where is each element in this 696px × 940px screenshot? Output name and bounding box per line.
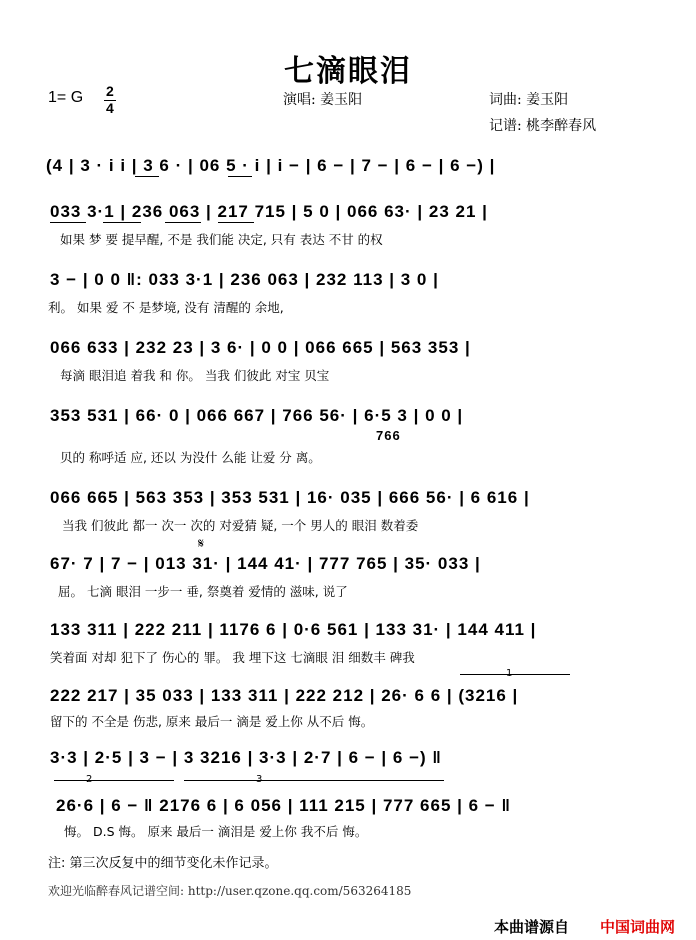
score-line-3: 3 − | 0 0 ‖: 033 3·1 | 236 063 | 232 113 | 3 0 | bbox=[50, 270, 439, 289]
welcome-link[interactable]: 欢迎光临醉春风记谱空间: http://user.qzone.qq.com/563264185 bbox=[48, 884, 412, 898]
score-line-1: (4 | 3 · i i | 3 6 · | 06 5 · i | i − | 6 − | 7 − | 6 − | 6 −) | bbox=[46, 156, 496, 175]
score-line-6: 066 665 | 563 353 | 353 531 | 16· 035 | 666 56· | 6 616 | bbox=[50, 488, 530, 507]
score-line-5: 353 531 | 66· 0 | 066 667 | 766 56· | 6·5 3 | 0 0 | bbox=[50, 406, 464, 425]
footnote: 注: 第三次反复中的细节变化未作记录。 bbox=[48, 856, 278, 871]
score-line-10: 3·3 | 2·5 | 3 − | 3 3216 | 3·3 | 2·7 | 6 − | 6 −) ‖ bbox=[50, 748, 442, 767]
lyrics-line-3: 利。 如果 爱 不 是梦境, 没有 清醒的 余地, bbox=[48, 300, 284, 315]
score-line-11: 26·6 | 6 − ‖ 2176 6 | 6 056 | 111 215 | 777 665 | 6 − ‖ bbox=[56, 796, 511, 815]
time-sig-top: 2 bbox=[106, 83, 114, 99]
composer-credit: 词曲: 姜玉阳 bbox=[489, 92, 569, 108]
score-line-8: 133 311 | 222 211 | 1176 6 | 0·6 561 | 133 31· | 144 411 | bbox=[50, 620, 537, 639]
segno-sign: 𝄋 bbox=[198, 536, 205, 552]
lyrics-line-2: 如果 梦 要 提早醒, 不是 我们能 决定, 只有 表达 不甘 的权 bbox=[60, 232, 383, 247]
transcriber-credit: 记谱: 桃李醉春风 bbox=[489, 118, 597, 134]
key-signature: 1= G bbox=[48, 89, 84, 106]
score-line-2: 033 3·1 | 236 063 | 217 715 | 5 0 | 066 63· | 23 21 | bbox=[50, 202, 488, 221]
score-line-4: 066 633 | 232 23 | 3 6· | 0 0 | 066 665 | 563 353 | bbox=[50, 338, 471, 357]
lyrics-line-6: 当我 们彼此 都一 次一 次的 对爱猜 疑, 一个 男人的 眼泪 数着委 bbox=[62, 518, 419, 533]
lyrics-line-5: 贝的 称呼适 应, 还以 为没什 么能 让爱 分 离。 bbox=[60, 450, 321, 465]
lyrics-line-7: 屈。 七滴 眼泪 一步一 垂, 祭奠着 爱情的 滋味, 说了 bbox=[58, 584, 348, 599]
page-title: 七滴眼泪 bbox=[284, 54, 412, 89]
source-label: 本曲谱源自 bbox=[494, 918, 570, 936]
score-line-9: 222 217 | 35 033 | 133 311 | 222 212 | 26· 6 6 | (3216 | bbox=[50, 686, 519, 705]
alternate-notes: 766 bbox=[376, 428, 401, 443]
lyrics-line-8: 笑着面 对却 犯下了 伤心的 罪。 我 埋下这 七滴眼 泪 细数丰 碑我 bbox=[50, 650, 415, 665]
score-line-7: 67· 7 | 7 − | 013 31· | 144 41· | 777 765 | 35· 033 | bbox=[50, 554, 481, 573]
lyrics-line-11: 悔。 D.S 悔。 原来 最后一 滴泪是 爱上你 我不后 悔。 bbox=[64, 824, 368, 839]
singer-credit: 演唱: 姜玉阳 bbox=[283, 92, 363, 108]
source-site[interactable]: 中国词曲网 bbox=[600, 918, 676, 936]
time-sig-bottom: 4 bbox=[106, 100, 114, 116]
lyrics-line-4: 每滴 眼泪追 着我 和 你。 当我 们彼此 对宝 贝宝 bbox=[60, 368, 330, 383]
lyrics-line-9: 留下的 不全是 伤悲, 原来 最后一 滴是 爱上你 从不后 悔。 bbox=[50, 714, 374, 729]
